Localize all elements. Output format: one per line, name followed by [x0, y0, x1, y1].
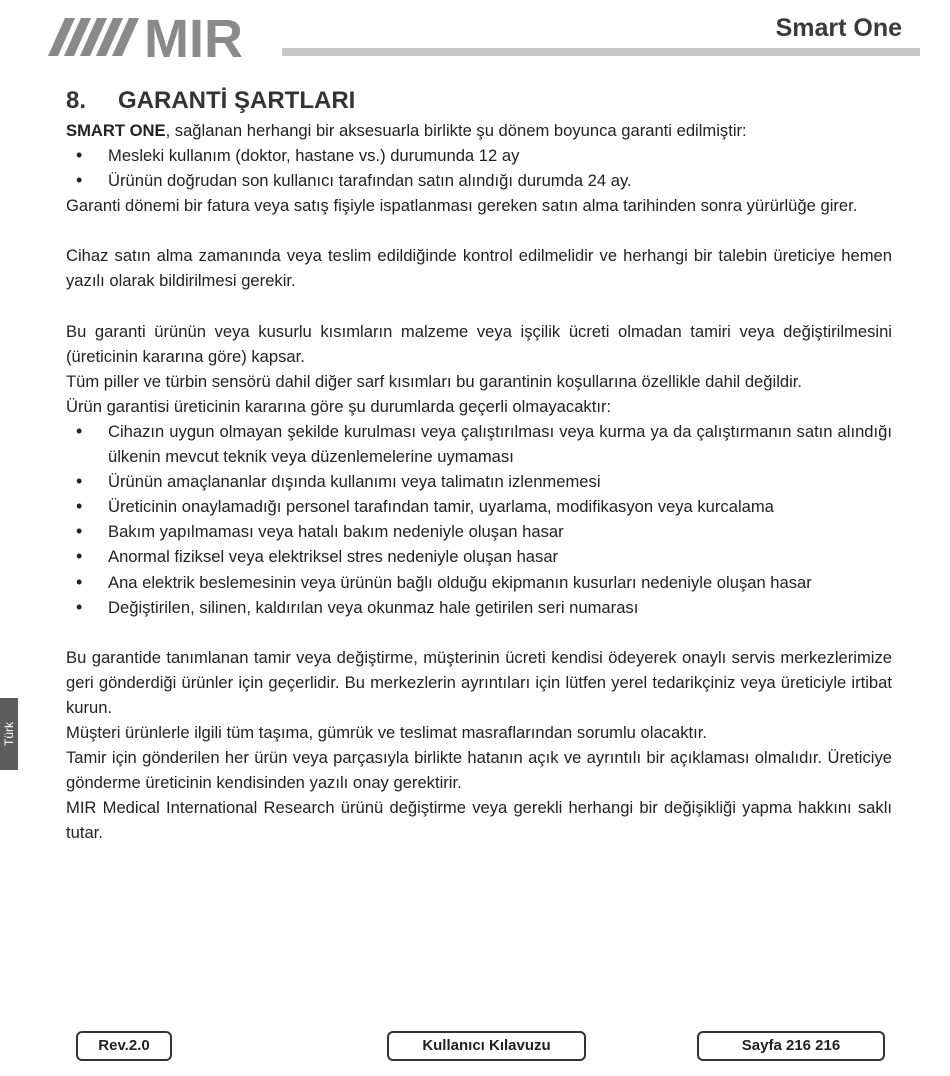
list-item: • Ürünün doğrudan son kullanıcı tarafından satın alındığı durumda 24 ay. [66, 168, 892, 193]
list-item: • Değiştirilen, silinen, kaldırılan veya okunmaz hale getirilen seri numarası [66, 595, 892, 620]
paragraph-rights: MIR Medical International Research ürünü değiştirme veya gerekli herhangi bir değişikliği yapma hakkını saklı tutar. [66, 798, 892, 843]
section-number: 8. [66, 87, 87, 114]
manual-title: Kullanıcı Kılavuzu [387, 1031, 586, 1061]
paragraph-excluded: Tüm piller ve türbin sensörü dahil diğer sarf kısımları bu garantinin koşullarına özellikle dahil değildir. [66, 371, 803, 391]
list-item: • Mesleki kullanım (doktor, hastane vs.) durumunda 12 ay [66, 143, 892, 168]
invalid-conditions-list [66, 419, 892, 620]
list-item: • Anormal fiziksel veya elektriksel stres nedeniyle oluşan hasar [66, 544, 892, 569]
paragraph-invalid-intro: Ürün garantisi üreticinin kararına göre şu durumlarda geçerli olmayacaktır: [66, 396, 612, 416]
paragraph-shipping: Müşteri ürünlerle ilgili tüm taşıma, gümrük ve teslimat masraflarından sorumlu olacaktır. [66, 722, 707, 742]
document-body [66, 86, 892, 845]
product-name: Smart One [775, 14, 902, 42]
intro-text: , sağlanan herhangi bir aksesuarla birlikte şu dönem boyunca garanti edilmiştir: [165, 121, 747, 140]
paragraph-description: Tamir için gönderilen her ürün veya parçasıyla birlikte hatanın açık ve ayrıntılı bir açıklaması olmalıdır. Üreticiye gönderme üreticinin kendisinden yazılı onay gerektirir. [66, 748, 892, 793]
logo-text: MIR [144, 12, 243, 60]
mir-logo [48, 12, 288, 60]
paragraph-start: Garanti dönemi bir fatura veya satış fişiyle ispatlanması gereken satın alma tarihinden sonra yürürlüğe girer. [66, 196, 858, 216]
revision-label: Rev.2.0 [76, 1031, 172, 1061]
product-brand: SMART ONE [66, 121, 166, 140]
language-tab [0, 698, 18, 770]
list-item: • Cihazın uygun olmayan şekilde kurulması veya çalıştırılması veya kurma ya da çalıştırmanın satın alındığı ülkenin mevcut teknik veya düzenlemelerine uymaması [66, 419, 892, 469]
list-item: • Bakım yapılmaması veya hatalı bakım nedeniyle oluşan hasar [66, 519, 892, 544]
intro-paragraph [66, 118, 892, 143]
paragraph-repair: Bu garantide tanımlanan tamir veya değiştirme, müşterinin ücreti kendisi ödeyerek onaylı servis merkezlerimize geri gönderdiği ürünler için geçerlidir. Bu merkezlerin ayrıntıları için lütfen yerel tedarikçiniz veya üreticiyle irtibat kurun. [66, 647, 892, 717]
section-title: GARANTİ ŞARTLARI [118, 87, 356, 114]
language-label: Türk [2, 722, 16, 746]
paragraph-cover: Bu garanti ürünün veya kusurlu kısımların malzeme veya işçilik ücreti olmadan tamiri veya değiştirilmesini (üreticinin kararına göre) kapsar. [66, 321, 892, 366]
paragraph-inspect: Cihaz satın alma zamanında veya teslim edildiğinde kontrol edilmelidir ve herhangi bir talebin üreticiye hemen yazılı olarak bildirilmesi gerekir. [66, 246, 892, 291]
list-item: • Üreticinin onaylamadığı personel tarafından tamir, uyarlama, modifikasyon veya kurcalama [66, 494, 892, 519]
warranty-period-list [66, 143, 892, 193]
header-rule [282, 48, 920, 56]
page-number: Sayfa 216 216 [697, 1031, 885, 1061]
section-heading [66, 86, 892, 116]
list-item: • Ana elektrik beslemesinin veya ürünün bağlı olduğu ekipmanın kusurları nedeniyle oluşan hasar [66, 570, 892, 595]
list-item: • Ürünün amaçlananlar dışında kullanımı veya talimatın izlenmemesi [66, 469, 892, 494]
